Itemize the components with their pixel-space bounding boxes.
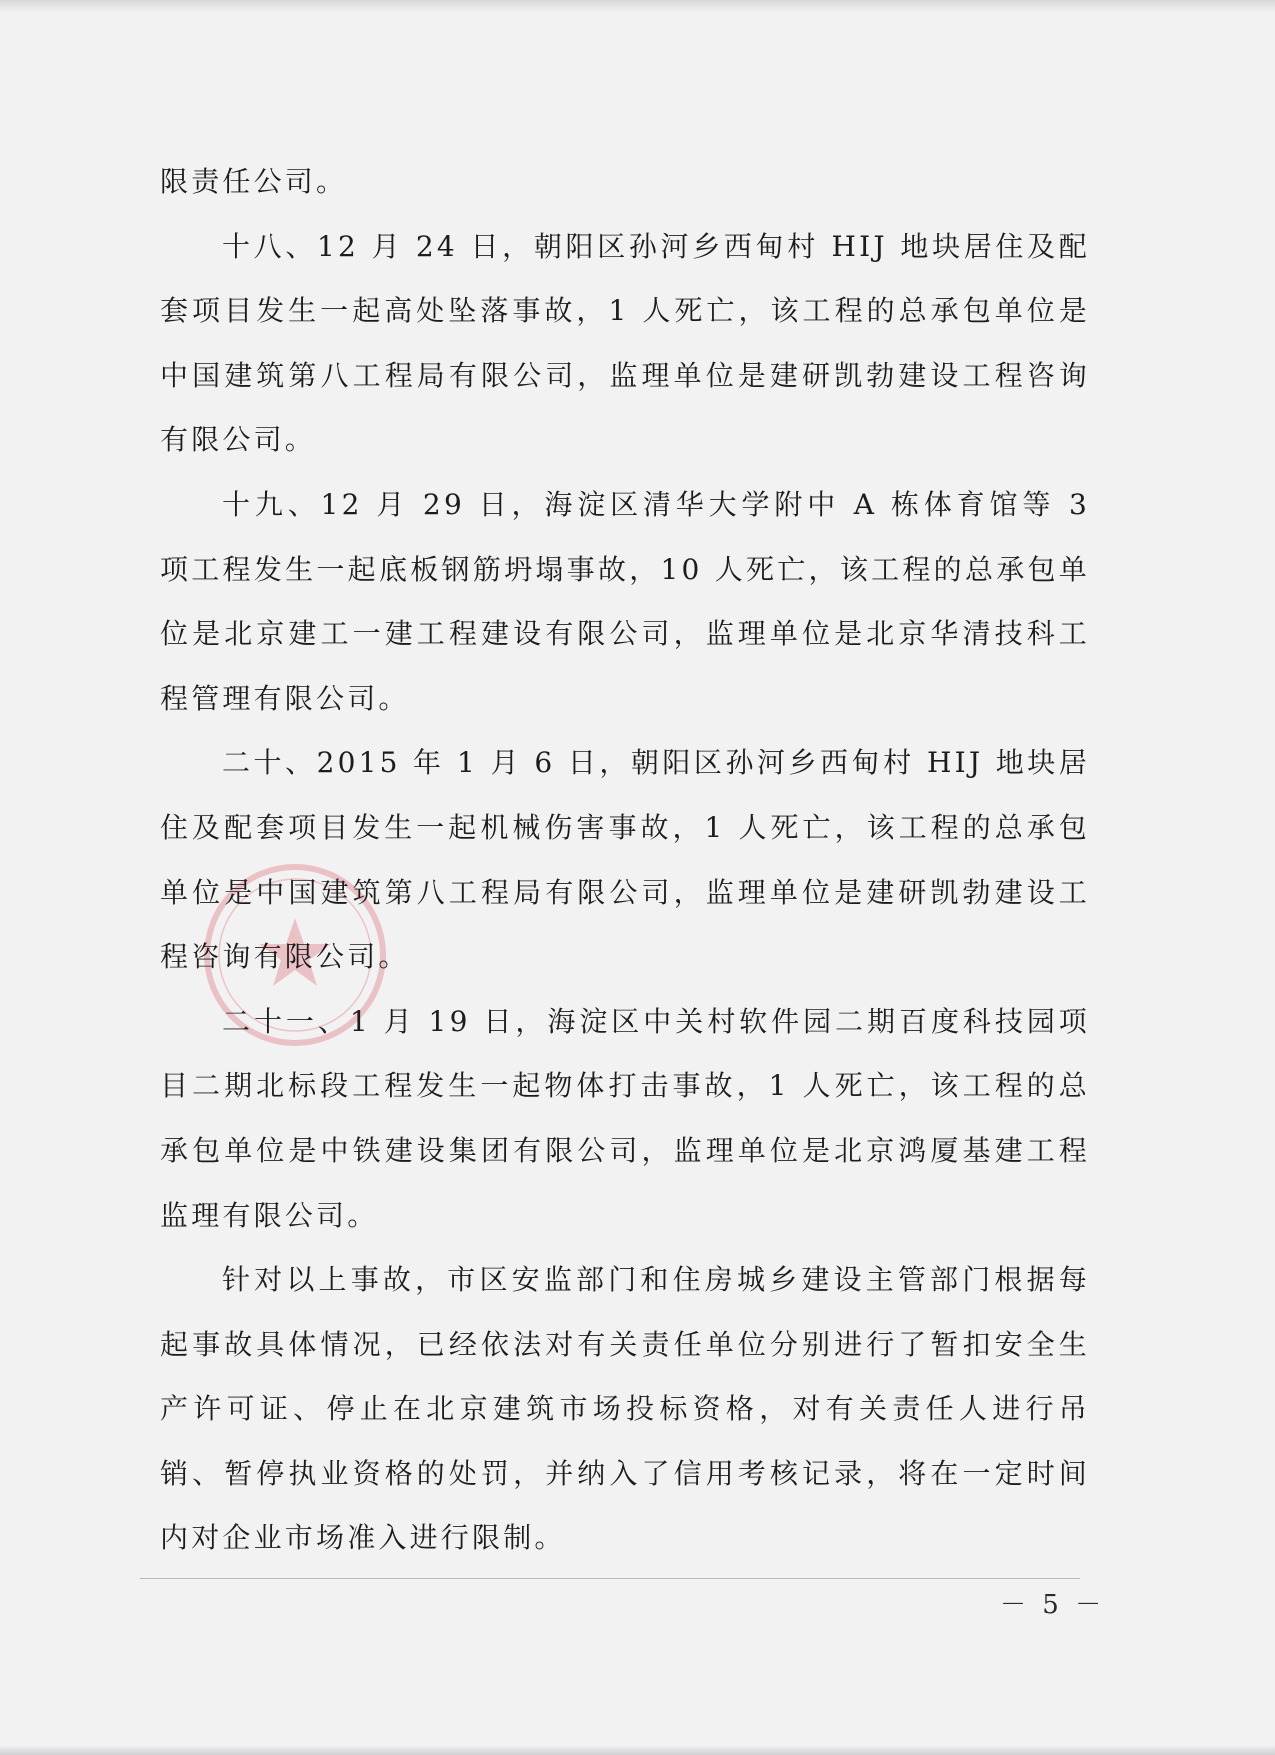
paragraph-item-21: 二十一、1 月 19 日，海淀区中关村软件园二期百度科技园项目二期北标段工程发生一起物体打击事故，1 人死亡，该工程的总承包单位是中铁建设集团有限公司，监理单位是北京鸿厦基建工程监理有限公司。 — [160, 1004, 1090, 1232]
scan-bottom-edge — [0, 1745, 1275, 1755]
footer-divider — [140, 1578, 1080, 1579]
paragraph-conclusion: 针对以上事故，市区安监部门和住房城乡建设主管部门根据每起事故具体情况，已经依法对有关责任单位分别进行了暂扣安全生产许可证、停止在北京建筑市场投标资格，对有关责任人进行吊销、暂停执业资格的处罚，并纳入了信用考核记录，将在一定时间内对企业市场准入进行限制。 — [160, 1263, 1090, 1555]
page-number: － 5 － — [1000, 1590, 1106, 1620]
paragraph-continuation: 限责任公司。 — [160, 165, 348, 198]
paragraph-item-19: 十九、12 月 29 日，海淀区清华大学附中 A 栋体育馆等 3 项工程发生一起底板钢筋坍塌事故，10 人死亡，该工程的总承包单位是北京建工一建工程建设有限公司，监理单位是北京华清技科工程管理有限公司。 — [160, 487, 1090, 715]
paragraph-item-18: 十八、12 月 24 日，朝阳区孙河乡西甸村 HIJ 地块居住及配套项目发生一起高处坠落事故，1 人死亡，该工程的总承包单位是中国建筑第八工程局有限公司，监理单位是建研凯勃建设工程咨询有限公司。 — [160, 229, 1090, 457]
paragraph-item-20: 二十、2015 年 1 月 6 日，朝阳区孙河乡西甸村 HIJ 地块居住及配套项目发生一起机械伤害事故，1 人死亡，该工程的总承包单位是中国建筑第八工程局有限公司，监理单位是建研凯勃建设工程咨询有限公司。 — [160, 746, 1090, 974]
body-text — [160, 150, 1090, 1571]
scan-top-shadow — [0, 0, 1275, 12]
